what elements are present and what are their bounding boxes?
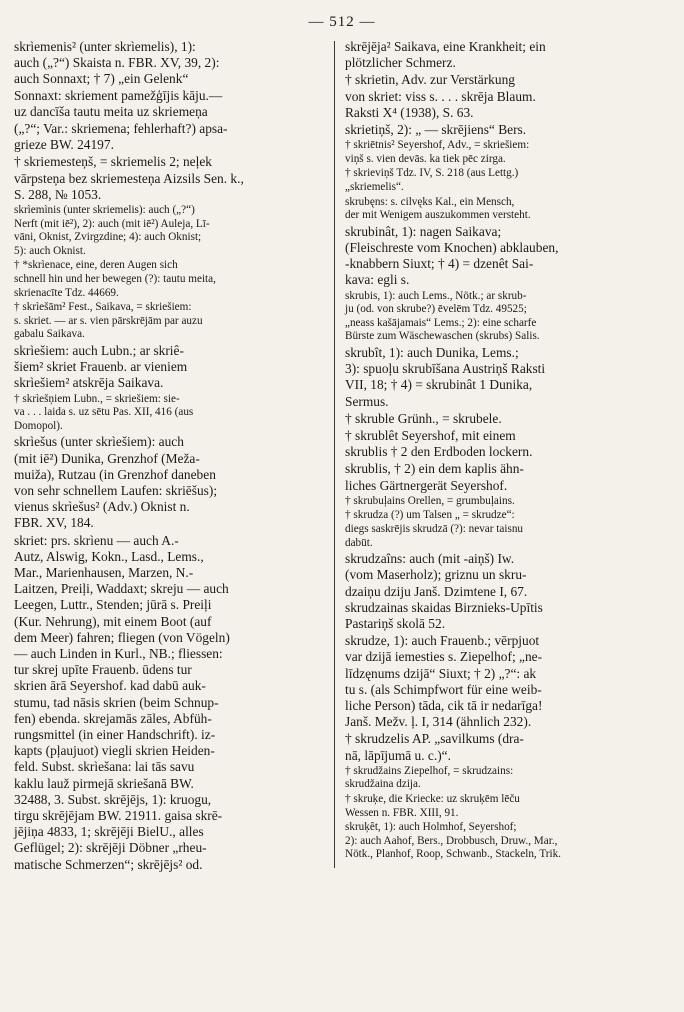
dictionary-entry: † skrudzelis AP. „savilkums (dra- nā, lāpījumā u. c.)“. <box>345 731 524 763</box>
dictionary-entry: † skrudza (?) um Talsen „ = skrudze“: diegs saskrējis skrudzā (?): nevar taisnu dabūt. <box>345 509 524 549</box>
dictionary-entry: skruķêt, 1): auch Holmhof, Seyershof; 2): auch Aahof, Bers., Drobbusch, Druw., Mar., Nötk., Planhof, Roop, Schwanb., Stackeln, Trik. <box>345 821 561 861</box>
dictionary-entry: † skriētnis² Seyershof, Adv., = skriešiem: viņš s. vien devās. ka tiek pēc zirga. <box>345 139 530 165</box>
page-number: — 512 — <box>308 14 376 30</box>
dictionary-entry: skriet: prs. skrìenu — auch A.- Autz, Alswig, Kokn., Lasd., Lems., Mar., Marienhausen, Marzen, N.- Laitzen, Preiļi, Waddaxt; skreju — auch Leegen, Luttr., Stenden; jūrā s. Preiļi (Kur. Nehrung), mit einem Boot (auf dem Meer) fahren; fliegen (von Vögeln) — auch Linden in Kurl., NB.; fliessen: tur skrej upīte Frauenb. ūdens tur skrien ārā Seyershof. kad dabū auk- stumu, tad nāsis skrien (beim Schnup- fen) ebenda. skrejamās zāles, Abfüh- rungsmittel (in einer Handschrift). iz- kapts (pļaujuot) viegli skrien Heiden- feld. Subst. skrìešana: lai tās savu kaklu lauž pirmejā skriešanā BW. 32488, 3. Subst. skrējējs, 1): kruogu, tirgu skrējējam BW. 21911. gaisa skrē- jējiņa 4833, 1; skrējēji BielU., alles Geflügel; 2): skrējēji Döbner „rheu- matische Schmerzen“; skrējējs² od. <box>14 532 230 872</box>
dictionary-entry: † skrublêt Seyershof, mit einem skrublis † 2 den Erdboden lockern. <box>345 427 533 460</box>
dictionary-entry: † *skrìenace, eine, deren Augen sich schnell hin und her bewegen (?): tautu meita, skrienacīte Tdz. 44669. <box>14 259 216 299</box>
dictionary-entry: † skrudžains Ziepelhof, = skrudzains: skrudžaina dzija. <box>345 764 514 791</box>
dictionary-entry: skrējēja² Saikava, eine Krankheit; ein plötzlicher Schmerz. <box>345 39 546 71</box>
dictionary-entry: † skrietin, Adv. zur Verstärkung von skriet: viss s. . . . skrēja Blaum. Raksti X⁴ (1938), S. 63. <box>345 72 536 120</box>
right-column <box>335 39 655 874</box>
dictionary-entry: skrubinât, 1): nagen Saikava; (Fleischreste vom Knochen) abklauben, -knabbern Siuxt; † 4) = dzenêt Sai- kava: egli s. <box>345 223 559 288</box>
dictionary-entry: skrubis, 1): auch Lems., Nötk.; ar skrub- ju (od. von skrube?) ēvelēm Tdz. 49525; „neass kašājamais“ Lems.; 2): eine scharfe Bürste zum Wäschewaschen (skrubs) Salis. <box>345 289 540 343</box>
dictionary-entry: † skrìešņiem Lubn., = skriešiem: sie- va . . . laida s. uz sētu Pas. XII, 416 (aus Domopol). <box>14 392 194 432</box>
dictionary-entry: † skruble Grünh., = skrubele. <box>345 410 502 426</box>
left-column <box>14 39 334 874</box>
dictionary-entry: skrubęns: s. cilvęks Kal., ein Mensch, der mit Wenigem auszukommen versteht. <box>345 195 531 222</box>
dictionary-entry: skrudze, 1): auch Frauenb.; vērpjuot var dzijā iemesties s. Ziepelhof; „ne- līdzęnums dzijā“ Siuxt; † 2) „?“: ak tu s. (als Schimpfwort für eine weib- liche Person) tāda, cik tā ir nedarīga! Janš. Mežv. ļ. I, 314 (ähnlich 232). <box>345 633 543 730</box>
dictionary-entry: skrìemenis² (unter skrìemelis), 1): auch („?“) Skaista n. FBR. XV, 39, 2): auch Sonnaxt; † 7) „ein Gelenk“ Sonnaxt: skriement pamežģījis kāju.— uz dancīša tautu meita uz skriemeņa <box>14 39 223 119</box>
dictionary-entry: † skrubuļains Orellen, = grumbuļains. <box>345 494 515 507</box>
dictionary-entry: † skriemesteņš, = skriemelis 2; neļek vārpsteņa bez skriemesteņa Aizsils Sen. k., S. 288, № 1053. <box>14 154 244 202</box>
dictionary-entry: („?“; Var.: skriemena; fehlerhaft?) apsa- grieze BW. 24197. <box>14 121 228 153</box>
dictionary-entry: skrìemìnis (unter skriemelis): auch („?“) Nerft (mit iē²), 2): auch (mit iē²) Auleja, Lī- vāni, Oknist, Zvirgzdine; 4): auch Oknist; 5): auch Oknist. <box>14 204 210 257</box>
columns <box>14 39 670 874</box>
dictionary-entry: skrudzaîns: auch (mit -aiņš) Iw. (vom Maserholz); griznu un skru- dzaiņu dziju Janš. Dzimtene I, 67. skrudzainas skaidas Birznieks-Upītis Pastariņš skolā 52. <box>345 551 543 631</box>
dictionary-entry: † skrìešām² Fest., Saikava, = skriešiem: s. skriet. — ar s. vien pārskrējām par auzu gabalu Saikava. <box>14 301 203 341</box>
dictionary-entry: skrìešiem: auch Lubn.; ar skriê- šiem² skriet Frauenb. ar vieniem skrìešiem² atskrēja Saikava. <box>14 342 188 391</box>
dictionary-entry: skrublis, † 2) ein dem kaplis ähn- liches Gärtnergerät Seyershof. <box>345 461 524 493</box>
dictionary-entry: † skruķe, die Kriecke: uz skruķēm lēču Wessen n. FBR. XIII, 91. <box>345 793 520 819</box>
dictionary-entry: † skrieviņš Tdz. IV, S. 218 (aus Lettg.) „skriemelis“. <box>345 167 519 193</box>
dictionary-entry: skrìešus (unter skrìešiem): auch (mit iē²) Dunika, Grenzhof (Meža- muiža), Rutzau (in Grenzhof daneben von sehr schnellem Laufen: skriēšus); vienus skrìešus² (Adv.) Oknist n. FBR. XV, 184. <box>14 434 218 531</box>
dictionary-entry: skrubît, 1): auch Dunika, Lems.; 3): spuoļu skrubīšana Austriņš Raksti VII, 18; † 4) = skrubinât 1 Dunika, Sermus. <box>345 344 546 409</box>
dictionary-entry: skrietiņš, 2): „ — skrējiens“ Bers. <box>345 122 527 138</box>
